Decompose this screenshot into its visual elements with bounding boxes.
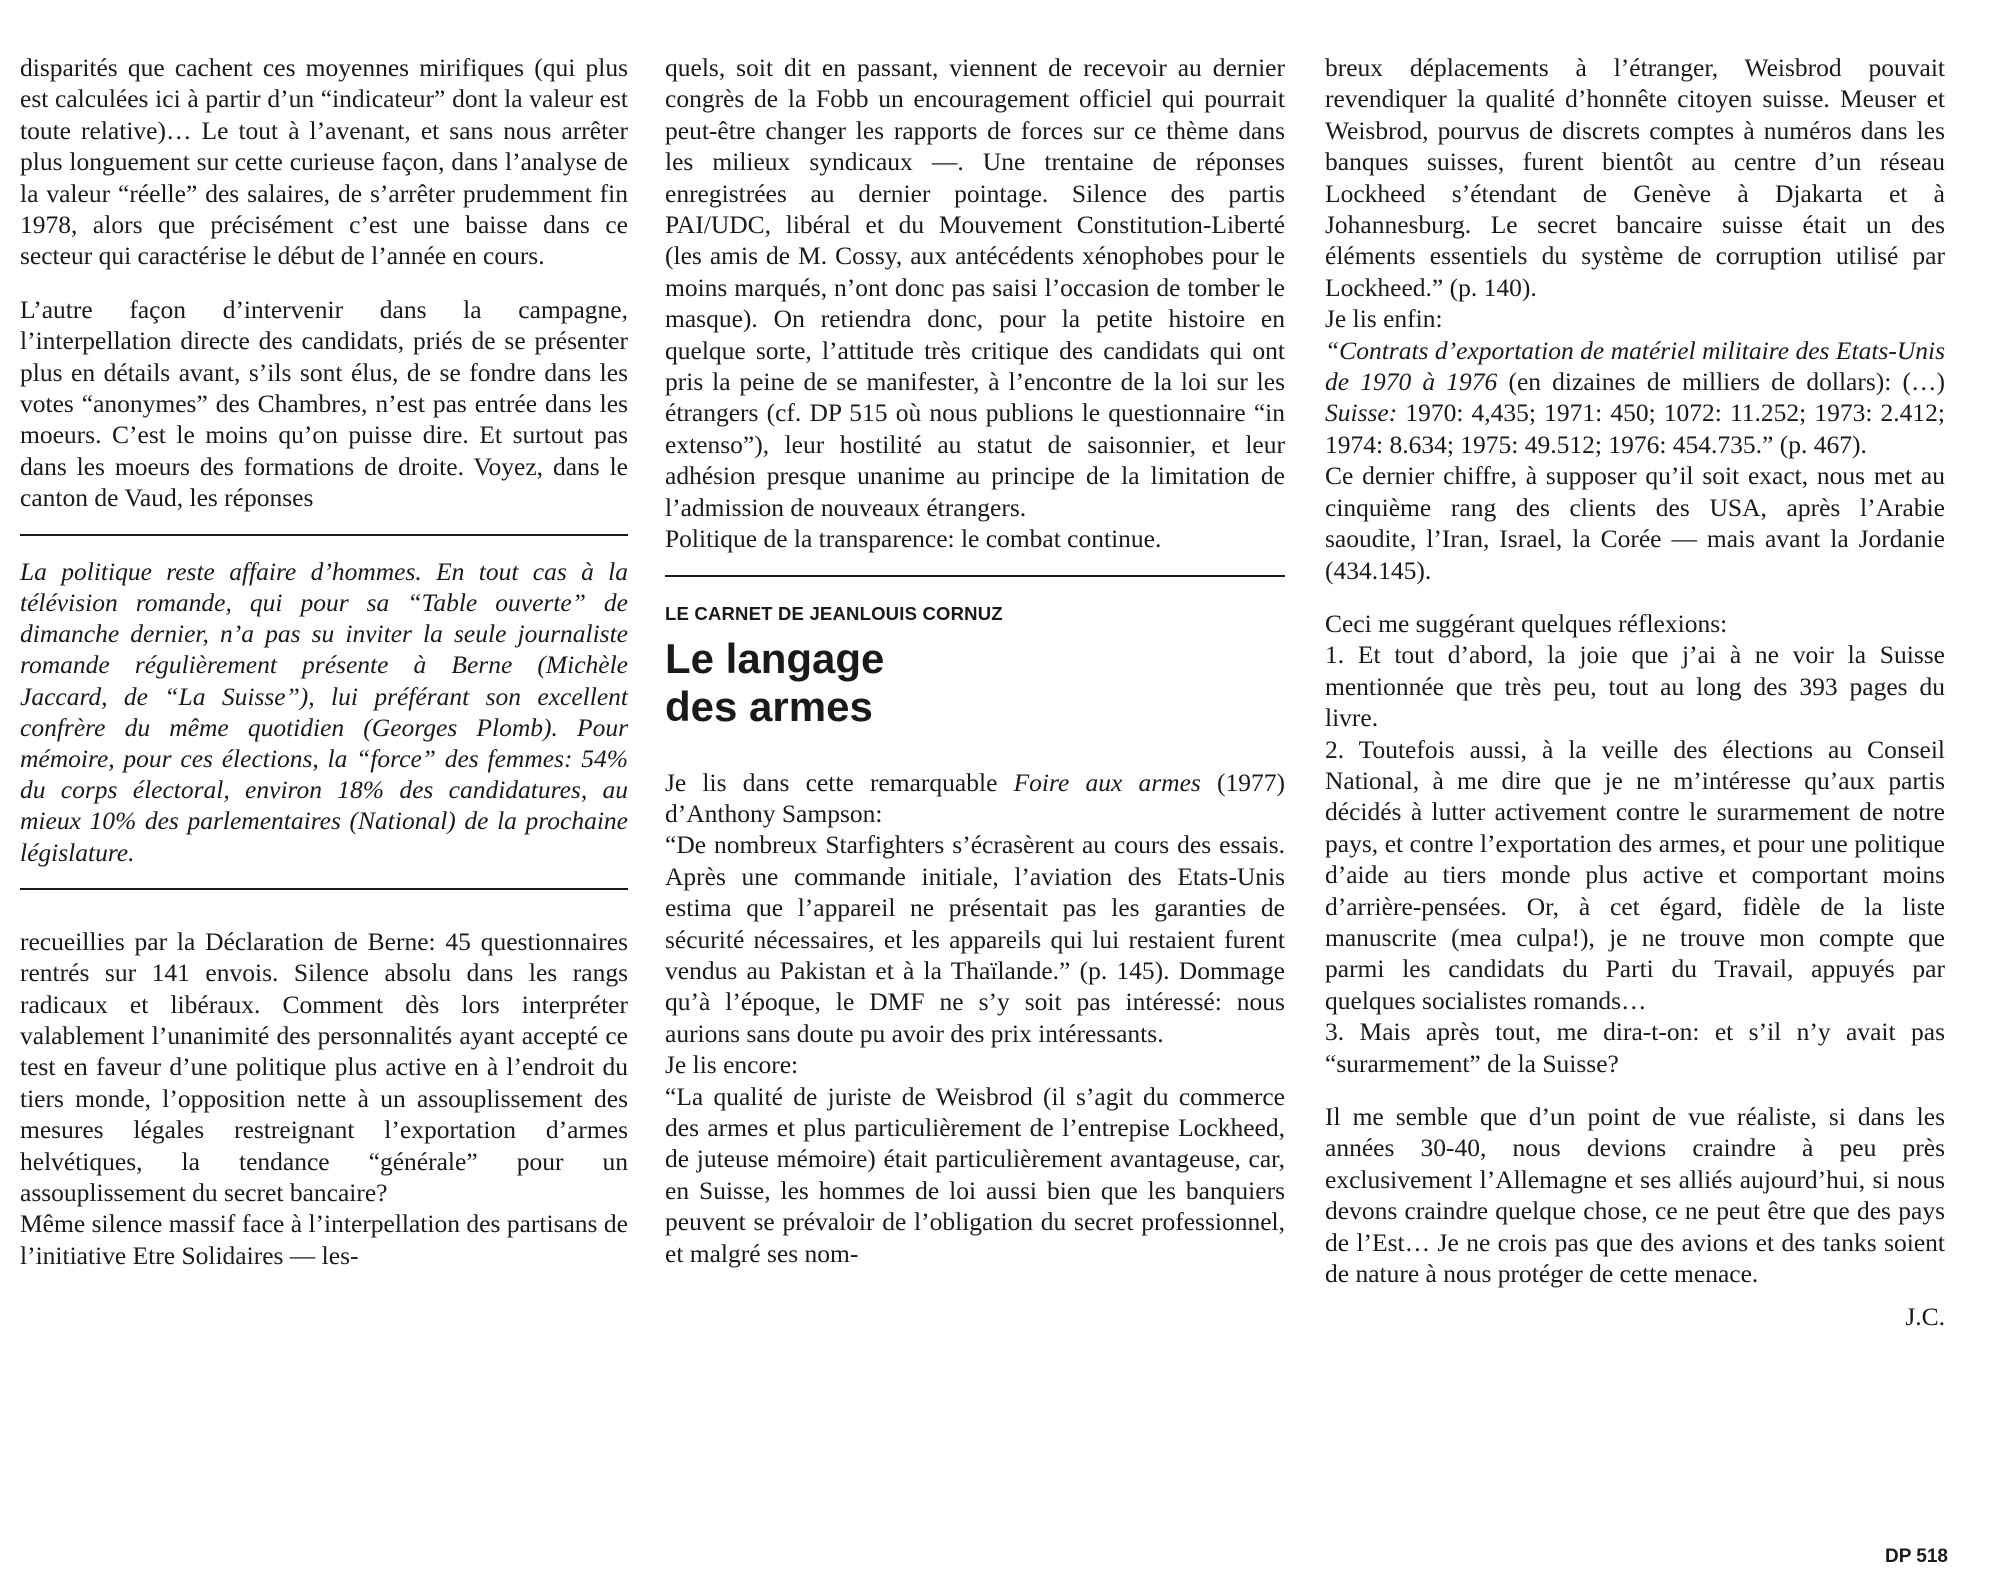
- col1-paragraph-1: disparités que cachent ces moyennes mirifiques (qui plus est calculées ici à partir d’un “indicateur” dont la valeur est toute relative)… Le tout à l’avenant, et sans nous arrêter plus longuement sur cette curieuse façon, dans l’analyse de la valeur “réelle” des salaires, de s’arrêter prudemment fin 1978, alors que précisément c’est une baisse dans ce secteur qui caractérise le début de l’année en cours.: [20, 53, 628, 271]
- col2-paragraph-6: “La qualité de juriste de Weisbrod (il s’agit du commerce des armes et plus particulièrement de l’entrepise Lockheed, de juteuse mémoire) était particulièrement avantageuse, car, en Suisse, les hommes de loi aussi bien que les banquiers peuvent se prévaloir de l’obligation du secret professionnel, et malgré ses nom-: [665, 1081, 1285, 1268]
- book-title: Foire aux armes: [1013, 767, 1201, 797]
- box-bottom-rule: [20, 888, 628, 890]
- column-1: [20, 52, 628, 1271]
- col2-paragraph-5: Je lis encore:: [665, 1050, 799, 1080]
- article-headline: [665, 635, 1285, 731]
- section-divider-rule: [665, 575, 1285, 577]
- italic-box-text: La politique reste affaire d’hommes. En tout cas à la télévision romande, qui pour sa “Table ouverte” de dimanche dernier, n’a pas su inviter la seule journaliste romande régulièrement présente à Berne (Michèle Jaccard, de “La Suisse”), lui préférant son excellent confrère du même quotidien (Georges Plomb). Pour mémoire, pour ces élections, la “force” des femmes: 54% du corps électoral, environ 18% des candidatures, au mieux 10% des parlementaires (National) de la prochaine législature.: [20, 556, 628, 867]
- quote-end: 1970: 4,435; 1971: 450; 1072: 11.252; 1973: 2.412; 1974: 8.634; 1975: 49.512; 1976: 454.735.” (p. 467).: [1325, 398, 1945, 459]
- col1-paragraph-4: Même silence massif face à l’interpellation des partisans de l’initiative Etre Solidaires — les-: [20, 1209, 628, 1270]
- col2-paragraph-3: [665, 767, 1285, 830]
- col3-paragraph-2: Je lis enfin:: [1325, 304, 1443, 334]
- author-signature: J.C.: [1905, 1302, 1945, 1332]
- column-3: [1325, 52, 1945, 1333]
- col3-paragraph-9: Il me semble que d’un point de vue réaliste, si dans les années 30-40, nous devions craindre à peu près exclusivement l’Allemagne et ses alliés aujourd’hui, si nous devons craindre quelque chose, ce ne peut être que des pays de l’Est… Je ne crois pas que des avions et des tanks soient de nature à nous protéger de cette menace.: [1325, 1102, 1945, 1289]
- italic-box: [20, 536, 628, 868]
- col1-paragraph-3: recueillies par la Déclaration de Berne: 45 questionnaires rentrés sur 141 envois. Silence absolu dans les rangs radicaux et libéraux. Comment dès lors interpréter valablement l’unanimité des personnalités ayant accepté ce test en faveur d’une politique plus active en à l’endroit du tiers monde, l’opposition nette à un assouplissement des mesures légales restreignant l’exportation d’armes helvétiques, la tendance “générale” pour un assouplissement du secret bancaire?: [20, 926, 628, 1207]
- col2-p3-after: (1977) d’Anthony Sampson:: [665, 767, 1285, 828]
- col2-paragraph-2: Politique de la transparence: le combat continue.: [665, 524, 1162, 554]
- col3-paragraph-7: 2. Toutefois aussi, à la veille des élections au Conseil National, à me dire que je ne m’intéresse qu’aux partis décidés à lutter activement contre le surarmement de notre pays, et contre l’exportation des armes, et pour une politique d’aide au tiers monde plus active et comportant moins d’arrière-pensées. Or, à cet égard, fidèle de la liste manuscrite (mea culpa!), je ne trouve mon compte que parmi les candidats du Parti du Travail, appuyés par quelques socialistes romands…: [1325, 734, 1945, 1015]
- col3-paragraph-1: breux déplacements à l’étranger, Weisbrod pouvait revendiquer la qualité d’honnête citoyen suisse. Meuser et Weisbrod, pourvus de discrets comptes à numéros dans les banques suisses, furent bientôt au centre d’un réseau Lockheed s’étendant de Genève à Djakarta et à Johannesburg. Le secret bancaire suisse était un des éléments essentiels du système de corruption utilisé par Lockheed.” (p. 140).: [1325, 53, 1945, 302]
- col2-paragraph-1: quels, soit dit en passant, viennent de recevoir au dernier congrès de la Fobb un encouragement officiel qui pourrait peut-être changer les rapports de forces sur ce thème dans les milieux syndicaux —. Une trentaine de réponses enregistrées au dernier pointage. Silence des partis PAI/UDC, libéral et du Mouvement Constitution-Liberté (les amis de M. Cossy, aux antécédents xénophobes pour le moins marqués, n’ont donc pas saisi l’occasion de tomber le masque). On retiendra donc, pour la petite histoire en quelque sorte, l’attitude très critique des candidats qui ont pris la peine de se manifester, à l’encontre de la loi sur les étrangers (cf. DP 515 où nous publions le questionnaire “in extenso”), leur hostilité au statut de saisonnier, et leur adhésion presque unanime au principe de la limitation de l’admission de nouveaux étrangers.: [665, 53, 1285, 522]
- col3-paragraph-3: [1325, 335, 1945, 461]
- headline-line-1: Le langage: [665, 634, 885, 682]
- col2-paragraph-4: “De nombreux Starfighters s’écrasèrent au cours des essais. Après une commande initiale, l’aviation des Etats-Unis estima que l’appareil ne présentait pas les garanties de sécurité nécessaires, et les appareils qui lui restaient furent vendus au Pakistan et à la Thaïlande.” (p. 145). Dommage qu’à l’époque, le DMF ne s’y soit pas intéressé: nous aurions sans doute pu avoir des prix intéressants.: [665, 830, 1285, 1048]
- col3-paragraph-4: Ce dernier chiffre, à supposer qu’il soit exact, nous met au cinquième rang des clients des USA, après l’Arabie saoudite, l’Iran, Israel, la Corée — mais avant la Jordanie (434.145).: [1325, 461, 1945, 585]
- quote-italic: “Contrats d’exportation de matériel militaire des Etats-Unis de 1970 à 1976: [1325, 335, 1945, 397]
- quote-mid: (en dizaines de milliers de dollars): (…): [1497, 367, 1945, 397]
- col3-paragraph-8: 3. Mais après tout, me dira-t-on: et s’il n’y avait pas “surarmement” de la Suisse?: [1325, 1017, 1945, 1078]
- issue-number: DP 518: [1884, 1546, 1948, 1567]
- column-kicker: LE CARNET DE JEANLOUIS CORNUZ: [665, 602, 1003, 624]
- col3-paragraph-5: Ceci me suggérant quelques réflexions:: [1325, 608, 1728, 638]
- column-2: [665, 52, 1285, 1269]
- quote-suisse: Suisse:: [1325, 398, 1398, 428]
- col1-paragraph-2: L’autre façon d’intervenir dans la campagne, l’interpellation directe des candidats, priés de se présenter plus en détails avant, s’ils sont élus, de se fondre dans les votes “anonymes” des Chambres, n’est pas entrée dans les moeurs. C’est le moins qu’on puisse dire. Et surtout pas dans les moeurs des formations de droite. Voyez, dans le canton de Vaud, les réponses: [20, 294, 628, 513]
- col3-paragraph-6: 1. Et tout d’abord, la joie que j’ai à ne voir la Suisse mentionnée que très peu, tout au long des 393 pages du livre.: [1325, 640, 1945, 733]
- headline-line-2: des armes: [665, 682, 873, 730]
- col2-p3-before: Je lis dans cette remarquable: [665, 767, 1014, 797]
